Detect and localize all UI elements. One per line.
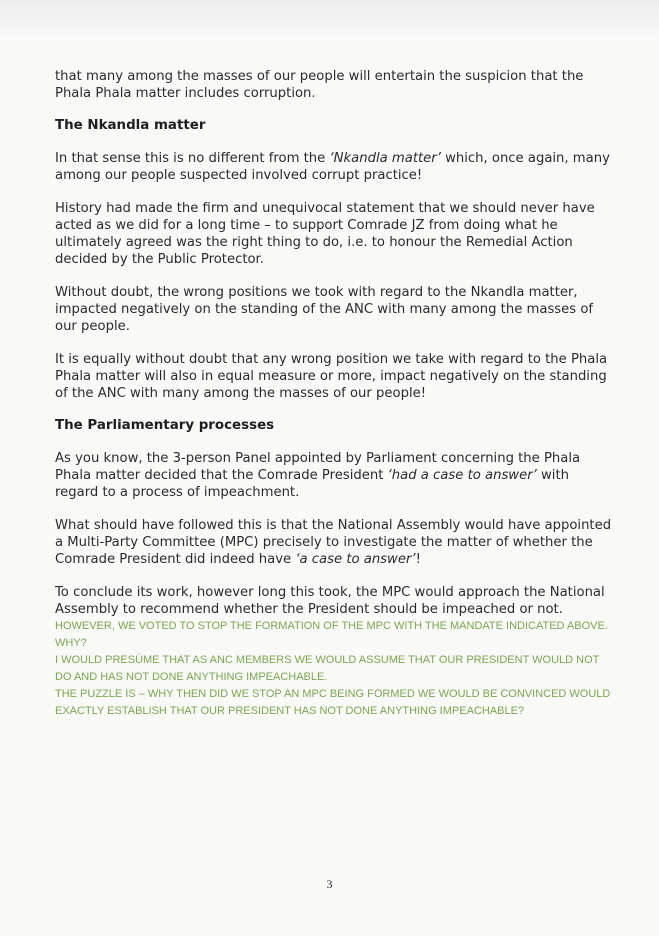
paragraph-without-doubt: Without doubt, the wrong positions we took with regard to the Nkandla matter, impacted negatively on the standing of the ANC with many among the masses of our people.	[55, 285, 594, 334]
annotation-presume: I WOULD PRESÚME THAT AS ANC MEMBERS WE WOULD ASSUME THAT OUR PRESIDENT WOULD NOT DO AND HAS NOT DONE ANYTHING IMPEACHABLE.	[55, 654, 600, 683]
paragraph-history: History had made the firm and unequivocal statement that we should never have acted as we did for a long time – to support Comrade JZ from doing what he ultimately agreed was the right thing to do, i.e. to honour the Remedial Action decided by the Public Protector.	[55, 201, 595, 267]
document-body	[55, 68, 615, 720]
heading-parliamentary-processes: The Parliamentary processes	[55, 418, 275, 433]
text-run: As you know, the 3-person Panel appointed by Parliament concerning the Phala Phala matter decided that the Comrade President	[55, 451, 581, 483]
paragraph-equally: It is equally without doubt that any wrong position we take with regard to the Phala Phala matter will also in equal measure or more, impact negatively on the standing of the ANC with many among the masses of our people!	[55, 352, 608, 401]
paragraph-nkandla-comparison	[55, 150, 615, 184]
bleed-through-shadow	[0, 0, 659, 40]
text-run: !	[415, 552, 421, 567]
text-run: with regard to a process of impeachment.	[55, 468, 569, 500]
emphasis-nkandla: ‘Nkandla matter’	[329, 151, 441, 166]
annotation-voted-to-stop: HOWEVER, WE VOTED TO STOP THE FORMATION OF THE MPC WITH THE MANDATE INDICATED ABOVE.	[55, 620, 608, 632]
emphasis-case-to-answer: ‘had a case to answer’	[387, 468, 537, 483]
page-number: 3	[326, 877, 333, 891]
text-run: which, once again, many among our people suspected involved corrupt practice!	[55, 151, 610, 183]
paragraph-continuation: that many among the masses of our people will entertain the suspicion that the Phala Phala matter includes corruption.	[55, 69, 584, 101]
paragraph-panel	[55, 450, 615, 501]
paragraph-mpc	[55, 517, 615, 568]
emphasis-a-case-to-answer: ‘a case to answer’	[295, 552, 416, 567]
text-run: What should have followed this is that the National Assembly would have appointed a Multi-Party Committee (MPC) precisely to investigate the matter of whether the Comrade President did indeed have	[55, 518, 612, 567]
annotation-puzzle: THE PUZZLE IS – WHY THEN DID WE STOP AN MPC BEING FORMED WE WOULD BE CONVINCED WOULD EXACTLY ESTABLISH THAT OUR PRESIDENT HAS NOT DONE ANYTHING IMPEACHABLE?	[55, 688, 611, 717]
paragraph-conclude: To conclude its work, however long this took, the MPC would approach the National Assembly to recommend whether the President should be impeached or not.	[55, 585, 605, 617]
text-run: In that sense this is no different from the	[55, 151, 330, 166]
annotation-why: WHY?	[55, 637, 87, 649]
heading-nkandla-matter: The Nkandla matter	[55, 118, 206, 133]
